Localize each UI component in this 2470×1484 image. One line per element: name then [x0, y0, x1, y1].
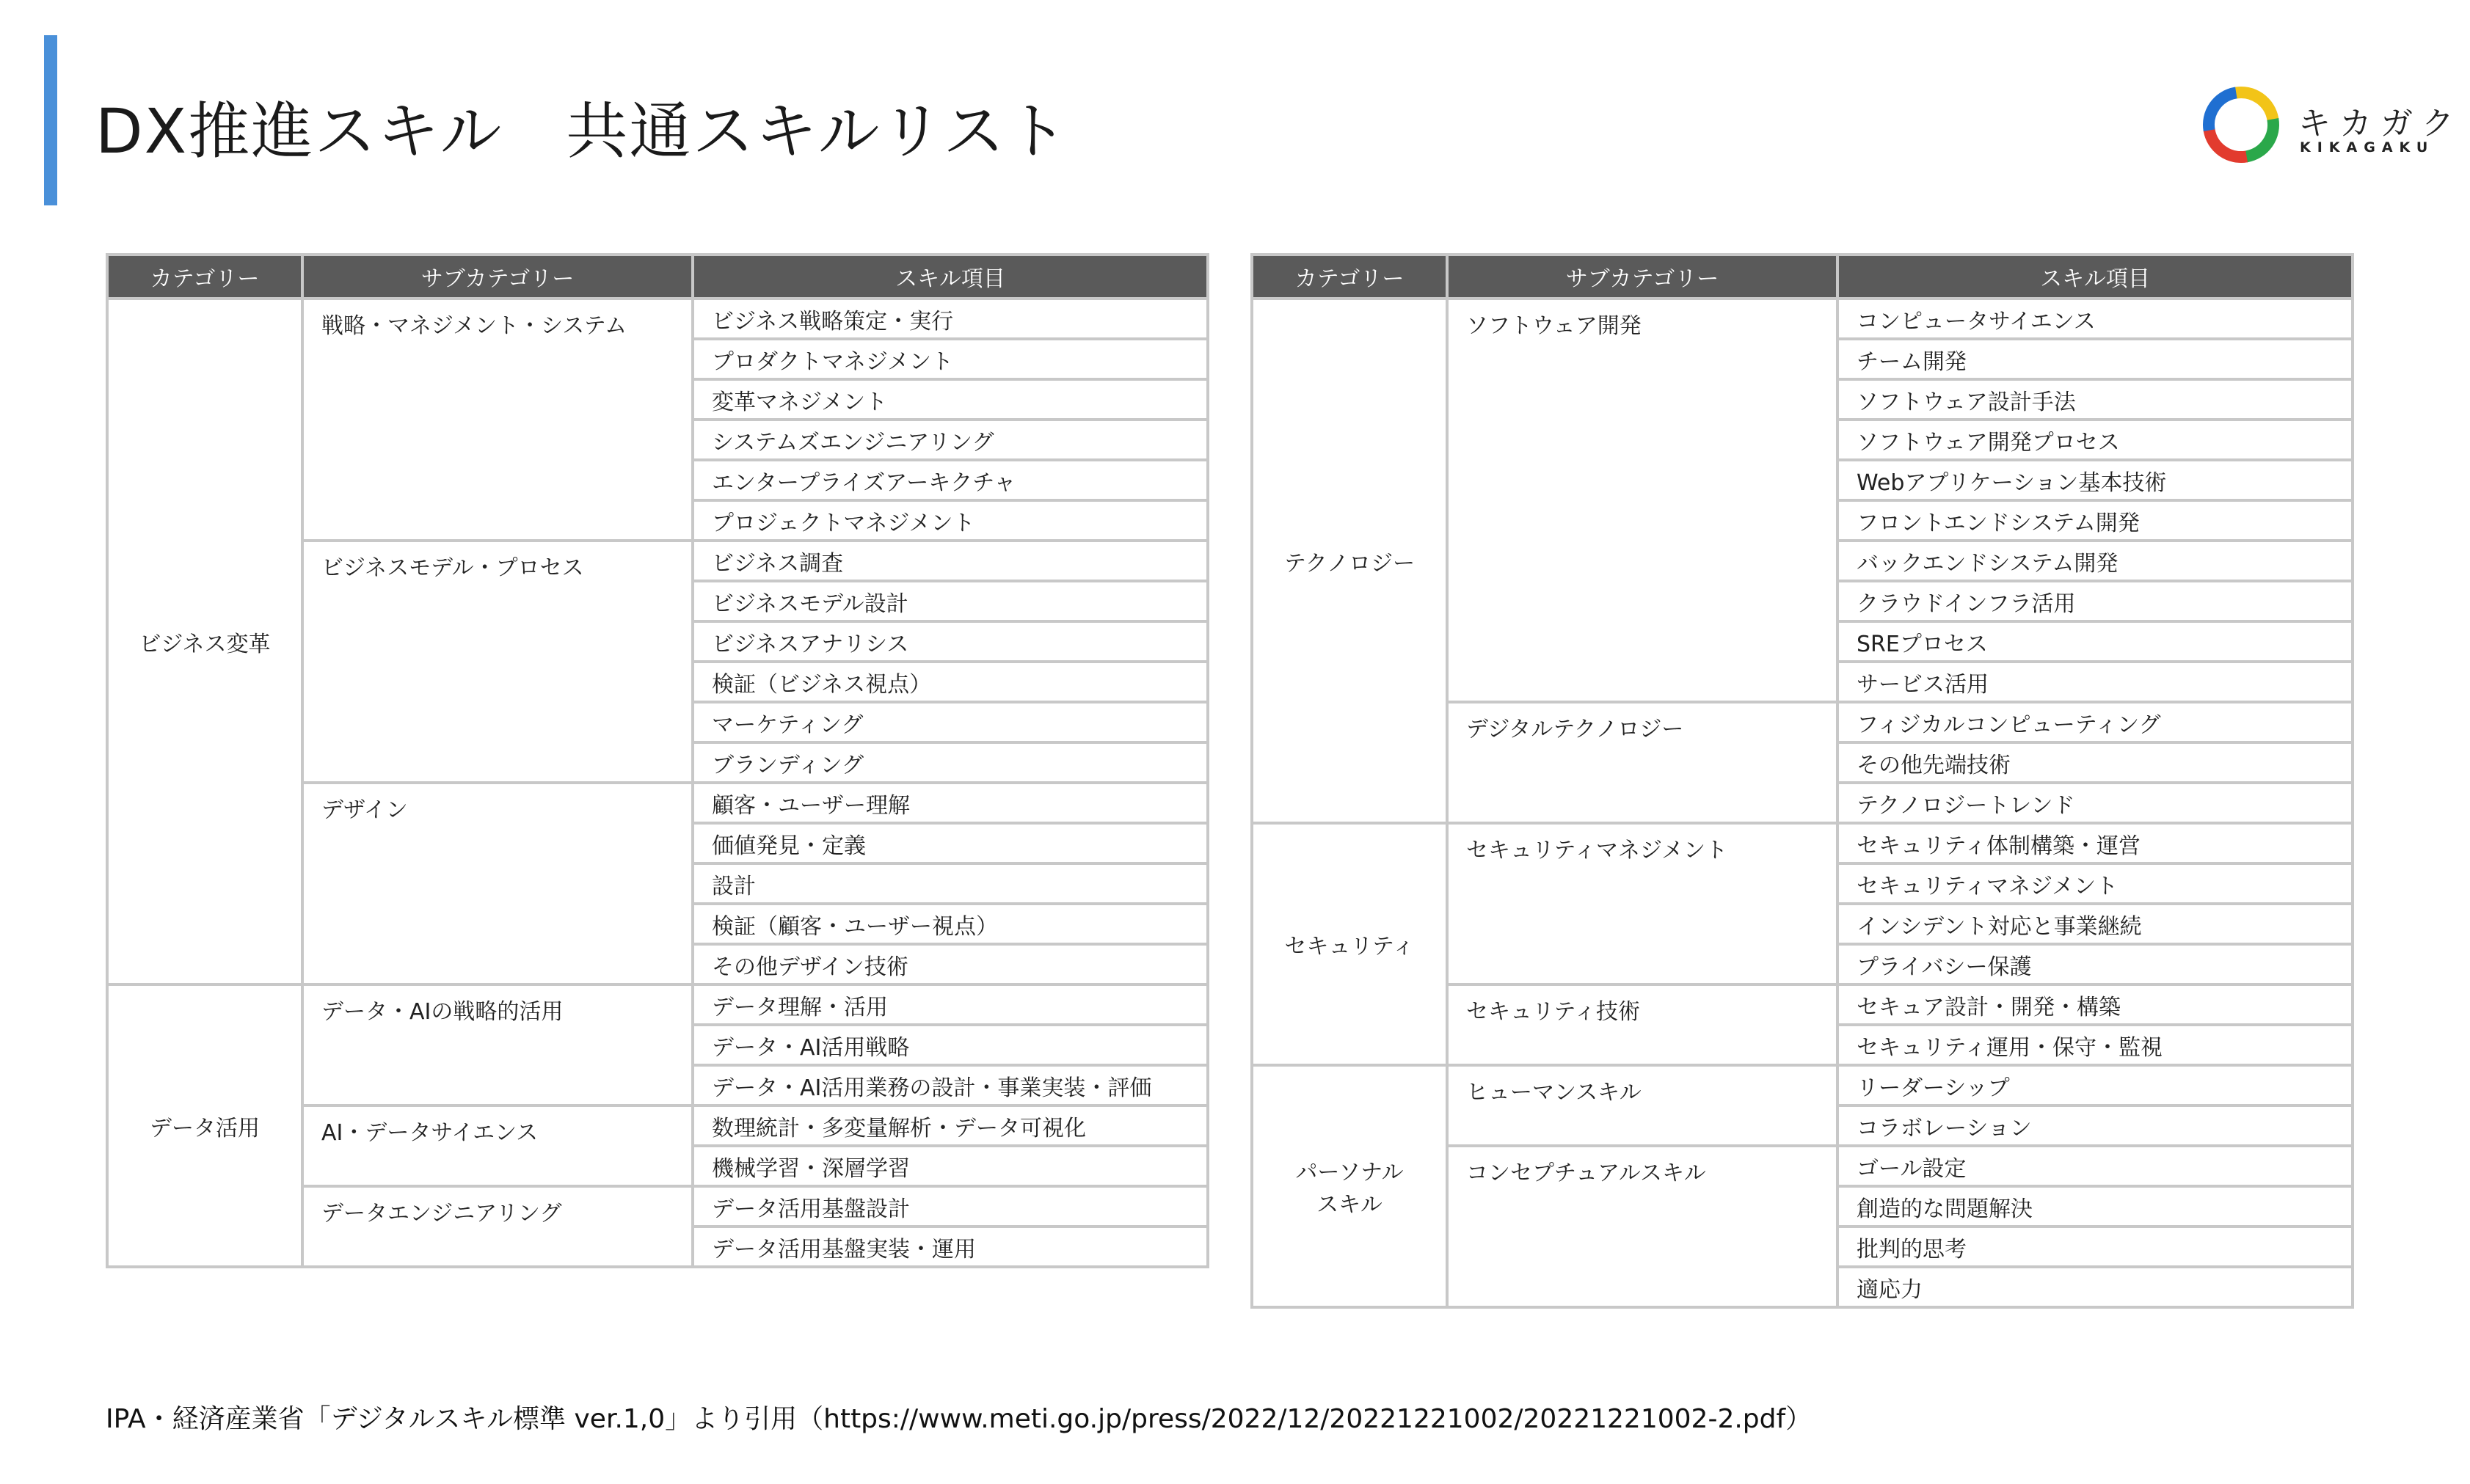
table-row	[107, 299, 1208, 339]
subcategory-cell: データエンジニアリング	[302, 1186, 693, 1267]
skill-cell: 検証（ビジネス視点）	[693, 662, 1208, 702]
logo-text-en: KIKAGAKU	[2300, 139, 2435, 156]
skill-cell: 変革マネジメント	[693, 379, 1208, 420]
skill-cell: ビジネス調査	[693, 541, 1208, 581]
subcategory-cell: デザイン	[302, 783, 693, 984]
category-cell: データ活用	[107, 984, 302, 1267]
table-row	[1252, 823, 2353, 863]
skill-cell: テクノロジートレンド	[1837, 783, 2353, 823]
header-skill: スキル項目	[693, 255, 1208, 299]
skill-cell: 適応力	[1837, 1267, 2353, 1307]
skill-cell: 顧客・ユーザー理解	[693, 783, 1208, 823]
table-row	[107, 984, 1208, 1025]
skill-cell: システムズエンジニアリング	[693, 420, 1208, 460]
table-row	[1252, 299, 2353, 339]
subcategory-cell: セキュリティ技術	[1447, 984, 1837, 1065]
skill-cell: 検証（顧客・ユーザー視点）	[693, 904, 1208, 944]
page-title: DX推進スキル 共通スキルリスト	[95, 95, 1069, 167]
skill-cell: ビジネスモデル設計	[693, 581, 1208, 621]
skill-cell: マーケティング	[693, 702, 1208, 742]
skill-cell: 機械学習・深層学習	[693, 1146, 1208, 1186]
category-cell: テクノロジー	[1252, 299, 1447, 823]
subcategory-cell: データ・AIの戦略的活用	[302, 984, 693, 1105]
skill-table-right	[1250, 253, 2354, 1309]
skill-cell: クラウドインフラ活用	[1837, 581, 2353, 621]
category-cell: セキュリティ	[1252, 823, 1447, 1065]
table-body-right	[1252, 299, 2353, 1307]
skill-cell: ソフトウェア設計手法	[1837, 379, 2353, 420]
skill-cell: 創造的な問題解決	[1837, 1186, 2353, 1227]
skill-cell: 価値発見・定義	[693, 823, 1208, 863]
skill-cell: データ・AI活用業務の設計・事業実装・評価	[693, 1065, 1208, 1105]
skill-cell: フィジカルコンピューティング	[1837, 702, 2353, 742]
subcategory-cell: コンセプチュアルスキル	[1447, 1146, 1837, 1307]
skill-cell: データ・AI活用戦略	[693, 1025, 1208, 1065]
header-skill: スキル項目	[1837, 255, 2353, 299]
header-subcategory: サブカテゴリー	[302, 255, 693, 299]
skill-cell: その他先端技術	[1837, 742, 2353, 783]
skill-cell: ビジネス戦略策定・実行	[693, 299, 1208, 339]
skill-cell: ゴール設定	[1837, 1146, 2353, 1186]
subcategory-cell: 戦略・マネジメント・システム	[302, 299, 693, 541]
skill-table-left	[106, 253, 1209, 1268]
skill-cell: チーム開発	[1837, 339, 2353, 379]
skill-cell: 設計	[693, 863, 1208, 904]
skill-cell: セキュリティ体制構築・運営	[1837, 823, 2353, 863]
skill-cell: ブランディング	[693, 742, 1208, 783]
source-citation: IPA・経済産業省「デジタルスキル標準 ver.1,0」より引用（https://www.meti.go.jp/press/2022/12/20221221002/20221221002-2.pdf）	[106, 1404, 1813, 1434]
subcategory-cell: ビジネスモデル・プロセス	[302, 541, 693, 783]
category-cell: パーソナル スキル	[1252, 1065, 1447, 1307]
table-row	[1252, 1065, 2353, 1105]
skill-cell: プライバシー保護	[1837, 944, 2353, 984]
skill-cell: エンタープライズアーキクチャ	[693, 460, 1208, 500]
skill-cell: コラボレーション	[1837, 1105, 2353, 1146]
skill-cell: その他デザイン技術	[693, 944, 1208, 984]
subcategory-cell: ソフトウェア開発	[1447, 299, 1837, 702]
skill-cell: リーダーシップ	[1837, 1065, 2353, 1105]
subcategory-cell: デジタルテクノロジー	[1447, 702, 1837, 823]
title-accent-bar	[44, 35, 57, 205]
skill-cell: フロントエンドシステム開発	[1837, 500, 2353, 541]
skill-cell: Webアプリケーション基本技術	[1837, 460, 2353, 500]
skill-cell: ビジネスアナリシス	[693, 621, 1208, 662]
logo-text-jp: キカガク	[2298, 105, 2463, 142]
skill-cell: インシデント対応と事業継続	[1837, 904, 2353, 944]
subcategory-cell: AI・データサイエンス	[302, 1105, 693, 1186]
subcategory-cell: セキュリティマネジメント	[1447, 823, 1837, 984]
kikagaku-logo	[2196, 79, 2463, 175]
skill-cell: 数理統計・多変量解析・データ可視化	[693, 1105, 1208, 1146]
header-category: カテゴリー	[1252, 255, 1447, 299]
skill-cell: サービス活用	[1837, 662, 2353, 702]
skill-cell: セキュア設計・開発・構築	[1837, 984, 2353, 1025]
category-cell: ビジネス変革	[107, 299, 302, 984]
skill-cell: SREプロセス	[1837, 621, 2353, 662]
skill-cell: プロジェクトマネジメント	[693, 500, 1208, 541]
skill-cell: データ理解・活用	[693, 984, 1208, 1025]
header-subcategory: サブカテゴリー	[1447, 255, 1837, 299]
skill-cell: バックエンドシステム開発	[1837, 541, 2353, 581]
kikagaku-swirl-logo-icon	[2196, 79, 2287, 170]
skill-cell: セキュリティマネジメント	[1837, 863, 2353, 904]
skill-cell: コンピュータサイエンス	[1837, 299, 2353, 339]
table-body-left	[107, 299, 1208, 1267]
header-category: カテゴリー	[107, 255, 302, 299]
skill-cell: セキュリティ運用・保守・監視	[1837, 1025, 2353, 1065]
skill-cell: データ活用基盤実装・運用	[693, 1227, 1208, 1267]
skill-cell: ソフトウェア開発プロセス	[1837, 420, 2353, 460]
skill-cell: プロダクトマネジメント	[693, 339, 1208, 379]
skill-cell: データ活用基盤設計	[693, 1186, 1208, 1227]
subcategory-cell: ヒューマンスキル	[1447, 1065, 1837, 1146]
skill-cell: 批判的思考	[1837, 1227, 2353, 1267]
